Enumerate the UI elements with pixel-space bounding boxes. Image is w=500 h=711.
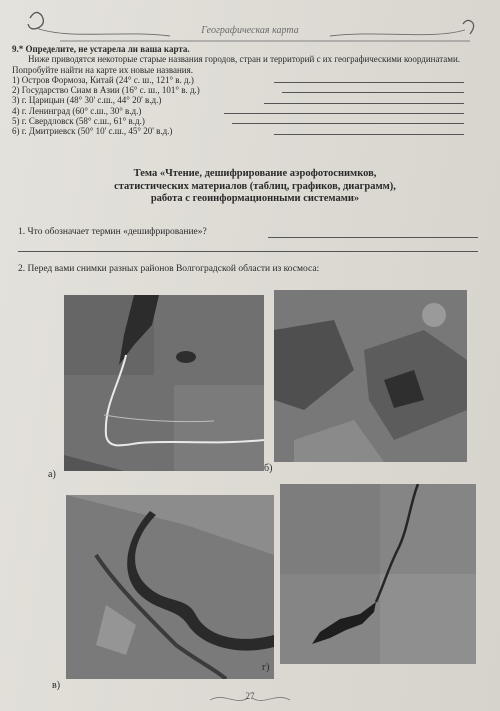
question-1-text: 1. Что обозначает термин «дешифрирование»? — [18, 227, 207, 237]
photo-label-a: а) — [48, 469, 56, 480]
photo-label-g: г) — [262, 662, 270, 673]
satellite-photo-v — [66, 495, 274, 679]
satellite-photo-a — [64, 295, 264, 471]
answer-line[interactable] — [264, 103, 464, 104]
question-2-text: 2. Перед вами снимки разных районов Волгоградской области из космоса: — [18, 264, 320, 274]
question-1 — [18, 227, 478, 237]
satellite-photo-g — [280, 484, 476, 664]
list-item: 5) г. Свердловск (58° с.ш., 61° в.д.) — [12, 116, 474, 126]
page-number: 27 — [245, 691, 255, 701]
photo-label-v: в) — [52, 680, 61, 691]
answer-line[interactable] — [274, 82, 464, 83]
answer-line[interactable] — [232, 123, 464, 124]
question-9 — [12, 44, 474, 137]
satellite-photo-b — [274, 290, 467, 462]
photo-label-b: б) — [264, 463, 273, 474]
list-item: 6) г. Дмитриевск (50° 10' с.ш., 45° 20' в.д.) — [12, 126, 474, 136]
question-9-heading: 9.* Определите, не устарела ли ваша карта. — [12, 44, 190, 54]
answer-line[interactable] — [268, 237, 478, 238]
topic-heading: Тема «Чтение, дешифрирование аэрофотоснимков, статистических материалов (таблиц, графиков, диаграмм), работа с геоинформационными системами» — [114, 168, 396, 204]
list-item: 1) Остров Формоза, Китай (24° с. ш., 121° в. д.) — [12, 75, 474, 85]
answer-line[interactable] — [282, 92, 464, 93]
answer-line[interactable] — [18, 251, 478, 252]
question-9-intro: Ниже приводятся некоторые старые названия городов, стран и территорий с их географическими координатами. Попробуйте найти на карте их новые названия. — [12, 54, 461, 75]
answer-line[interactable] — [274, 134, 464, 135]
list-item: 2) Государство Сиам в Азии (16° с. ш., 101° в. д.) — [12, 85, 474, 95]
list-item: 4) г. Ленинград (60° с.ш., 30° в.д.) — [12, 106, 474, 116]
running-title: Географическая карта — [201, 25, 299, 36]
list-item: 3) г. Царицын (48° 30' с.ш., 44° 20' в.д.) — [12, 95, 474, 105]
answer-line[interactable] — [224, 113, 464, 114]
